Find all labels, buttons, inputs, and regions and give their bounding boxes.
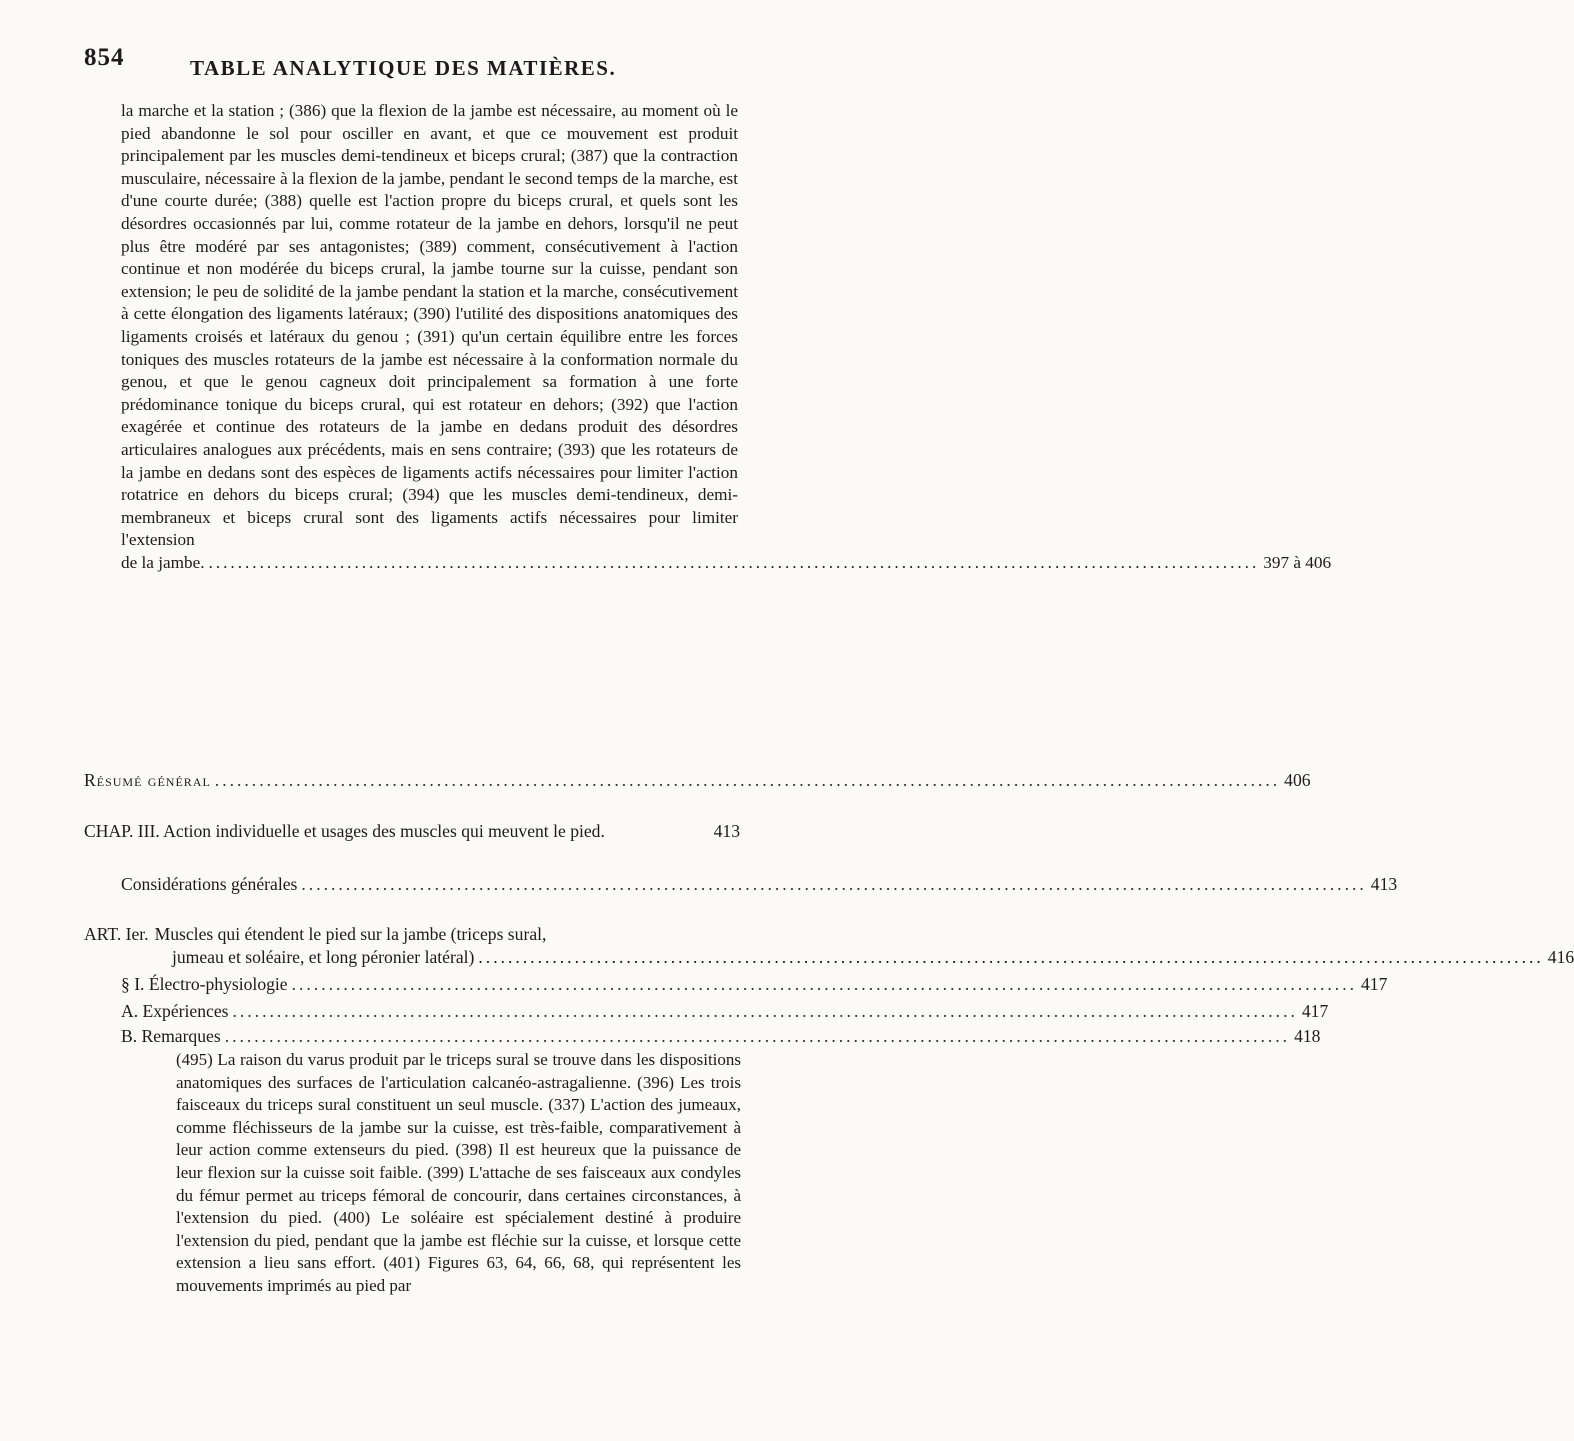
dot-leader: ................................................................................................................................................ <box>301 874 1367 894</box>
toc-entry-page: 418 <box>1294 1026 1321 1046</box>
toc-entry-label: CHAP. III. Action individuelle et usages des muscles qui meuvent le pied. <box>84 821 605 841</box>
toc-entry-experiences <box>121 1000 1329 1022</box>
toc-entry-label: B. Remarques <box>121 1026 221 1046</box>
toc-entry-considerations <box>121 873 1398 895</box>
page-number: 854 <box>84 44 125 71</box>
dot-leader: ................................................................................................................................................ <box>291 974 1357 994</box>
toc-entry-label: Résumé général <box>84 770 211 790</box>
toc-entry-page: 406 <box>1284 770 1311 790</box>
article-second-line <box>84 946 1574 969</box>
toc-entry-page: 416 <box>1547 946 1574 967</box>
intro-paragraph <box>121 100 1332 574</box>
article-prefix: ART. Ier. <box>84 924 149 944</box>
dot-leader: ................................................................................................................................................ <box>208 552 1260 572</box>
article-line-1: Muscles qui étendent le pied sur la jambe (triceps sural, <box>154 924 547 944</box>
intro-last-line <box>121 552 1332 575</box>
toc-entry-remarques <box>121 1025 1321 1047</box>
article-line-2: jumeau et soléaire, et long péronier latéral) <box>172 946 475 967</box>
dot-leader: ................................................................................................................................................ <box>478 946 1544 967</box>
toc-entry-chapter <box>84 820 740 842</box>
toc-entry-label: Considérations générales <box>121 874 298 894</box>
intro-last-line-page: 397 à 406 <box>1263 552 1332 572</box>
toc-entry-label: A. Expériences <box>121 1001 229 1021</box>
toc-entry-page: 417 <box>1360 974 1388 994</box>
intro-last-line-label: de la jambe. <box>121 552 205 572</box>
article-first-line <box>84 923 740 946</box>
toc-entry-page: 413 <box>713 821 740 841</box>
toc-entry-electro <box>121 973 1388 995</box>
intro-paragraph-text: la marche et la station ; (386) que la flexion de la jambe est nécessaire, au moment où le pied abandonne le sol pour osciller en avant, et que ce mouvement est produit principalement par les muscles demi-tendineux et biceps crural; (387) que la contraction musculaire, nécessaire à la flexion de la jambe, pendant le second temps de la marche, est d'une courte durée; (388) quelle est l'action propre du biceps crural, et quels sont les désordres occasionnés par lui, comme rotateur de la jambe en dehors, lorsqu'il ne peut plus être modéré par ses antagonistes; (389) comment, consécutivement à l'action continue et non modérée du biceps crural, la jambe tourne sur la cuisse, pendant son extension; le peu de solidité de la jambe pendant la station et la marche, consécutivement à cette élongation des ligaments latéraux; (390) l'utilité des dispositions anatomiques des ligaments croisés et latéraux du genou ; (391) qu'un certain équilibre entre les forces toniques des muscles rotateurs de la jambe est nécessaire à la conformation normale du genou, et que le genou cagneux doit principalement sa formation à une forte prédominance tonique du biceps crural, qui est rotateur en dehors; (392) que l'action exagérée et continue des rotateurs de la jambe en dedans produit des désordres articulaires analogues aux précédents, mais en sens contraire; (393) que les rotateurs de la jambe en dedans sont des espèces de ligaments actifs nécessaires pour limiter l'action rotatrice en dehors du biceps crural; (394) que les muscles demi-tendineux, demi-membraneux et biceps crural sont des ligaments actifs nécessaires pour limiter l'extension <box>121 101 738 550</box>
toc-entry-article <box>84 923 1574 968</box>
remarks-paragraph: (495) La raison du varus produit par le triceps sural se trouve dans les dispositions anatomiques des surfaces de l'articulation calcanéo-astragalienne. (396) Les trois faisceaux du triceps sural constituent un seul muscle. (337) L'action des jumeaux, comme fléchisseurs de la jambe sur la cuisse, est très-faible, comparativement à leur action comme extenseurs du pied. (398) Il est heureux que la puissance de leur flexion sur la cuisse soit faible. (399) L'attache de ses faisceaux aux condyles du fémur permet au triceps fémoral de concourir, dans certaines circonstances, à l'extension du pied. (400) Le soléaire est spécialement destiné à produire l'extension du pied, pendant que la jambe est fléchie sur la cuisse, et lorsque cette extension a lieu sans effort. (401) Figures 63, 64, 66, 68, qui représentent les mouvements imprimés au pied par <box>176 1050 741 1295</box>
toc-entry-label: § I. Électro-physiologie <box>121 974 288 994</box>
toc-entry-resume <box>84 769 1311 791</box>
toc-entry-page: 413 <box>1370 874 1398 894</box>
dot-leader: ................................................................................................................................................ <box>224 1026 1291 1046</box>
toc-entry-page: 417 <box>1301 1001 1329 1021</box>
dot-leader: ................................................................................................................................................ <box>232 1001 1298 1021</box>
running-title: TABLE ANALYTIQUE DES MATIÈRES. <box>190 56 617 80</box>
dot-leader: ................................................................................................................................................ <box>214 770 1281 790</box>
